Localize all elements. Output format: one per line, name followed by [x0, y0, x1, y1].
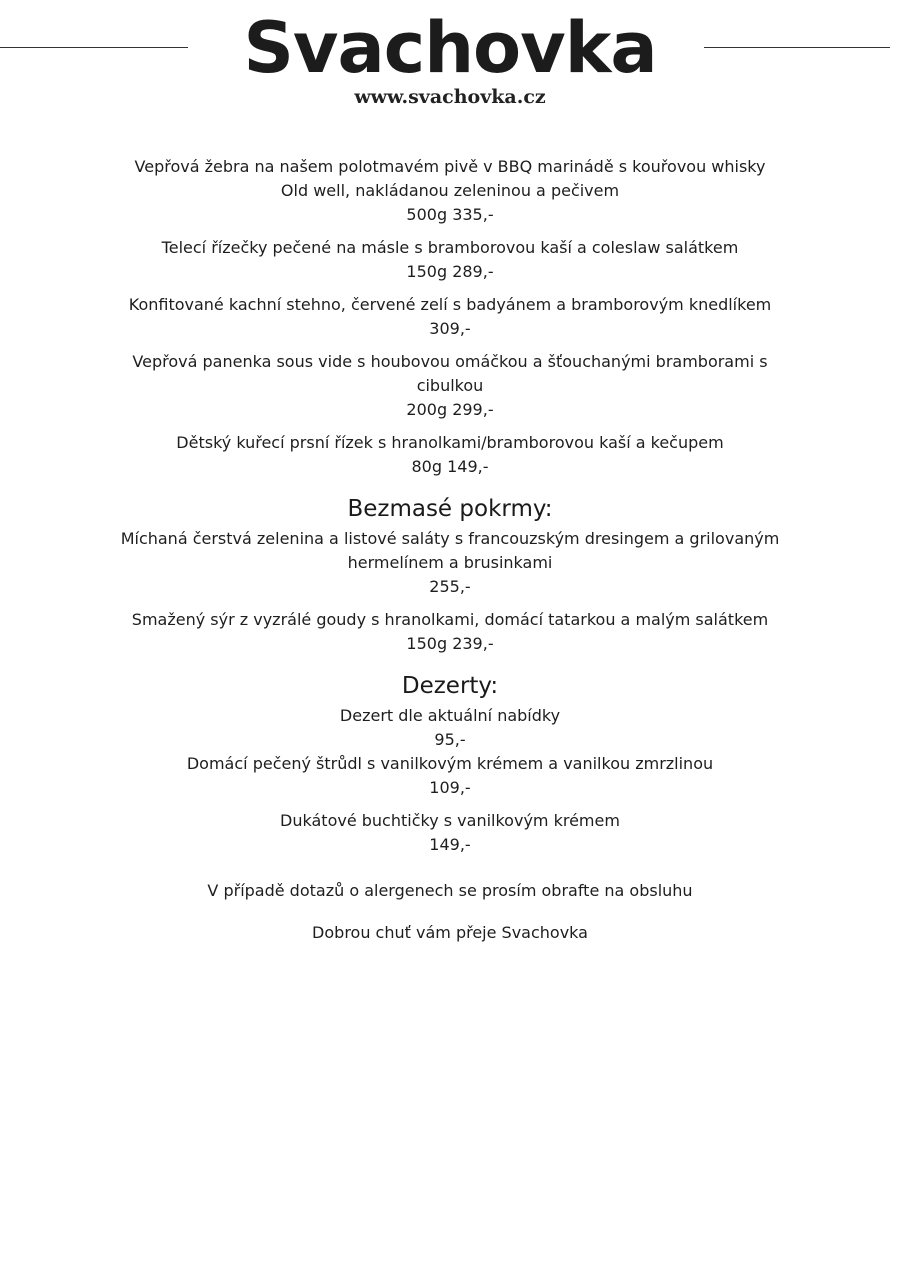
- dish-name: Telecí řízečky pečené na másle s bramborovou kaší a coleslaw salátkem: [161, 238, 739, 257]
- menu-item: [120, 704, 780, 752]
- menu-header: [0, 0, 900, 120]
- menu-item: [120, 350, 780, 422]
- dish-name: Dukátové buchtičky s vanilkovým krémem: [280, 811, 620, 830]
- menu-content: [120, 155, 780, 945]
- website-url: www.svachovka.cz: [354, 86, 546, 108]
- dish-price: 150g 289,-: [406, 262, 494, 281]
- dish-price: 500g 335,-: [406, 205, 494, 224]
- allergen-note: V případě dotazů o alergenech se prosím obrafte na obsluhu: [207, 881, 693, 900]
- dish-name: Dezert dle aktuální nabídky: [339, 706, 561, 725]
- menu-item: [120, 236, 780, 284]
- dish-name: Domácí pečený štrůdl s vanilkovým krémem a vanilkou zmrzlinou: [186, 754, 714, 773]
- menu-item: [120, 293, 780, 341]
- dish-name: Vepřová panenka sous vide s houbovou omáčkou a šťouchanými bramborami s cibulkou: [132, 352, 768, 395]
- closing-greeting: Dobrou chuť vám přeje Svachovka: [312, 923, 588, 942]
- section-title-desserts: Dezerty:: [401, 673, 499, 699]
- dish-price: 80g 149,-: [411, 457, 489, 476]
- menu-item: [120, 527, 780, 599]
- dish-name: Konfitované kachní stehno, červené zelí s badyánem a bramborovým knedlíkem: [128, 295, 772, 314]
- dish-price: 309,-: [429, 319, 471, 338]
- menu-item: [120, 608, 780, 656]
- menu-item: [120, 431, 780, 479]
- dish-price: 149,-: [429, 835, 471, 854]
- section-title-meatless: Bezmasé pokrmy:: [347, 496, 553, 522]
- brand-title: Svachovka: [243, 7, 657, 89]
- dish-name: Dětský kuřecí prsní řízek s hranolkami/bramborovou kaší a kečupem: [176, 433, 724, 452]
- dish-name: Míchaná čerstvá zelenina a listové saláty s francouzským dresingem a grilovaným hermelínem a brusinkami: [120, 529, 780, 572]
- dish-name: Vepřová žebra na našem polotmavém pivě v BBQ marinádě s kouřovou whisky Old well, nakládanou zeleninou a pečivem: [134, 157, 766, 200]
- menu-item: [120, 155, 780, 227]
- dish-price: 109,-: [429, 778, 471, 797]
- dish-name: Smažený sýr z vyzrálé goudy s hranolkami, domácí tatarkou a malým salátkem: [131, 610, 769, 629]
- dish-price: 150g 239,-: [406, 634, 494, 653]
- menu-item: [120, 752, 780, 800]
- dish-price: 200g 299,-: [406, 400, 494, 419]
- menu-item: [120, 809, 780, 857]
- dish-price: 95,-: [434, 730, 466, 749]
- dish-price: 255,-: [429, 577, 471, 596]
